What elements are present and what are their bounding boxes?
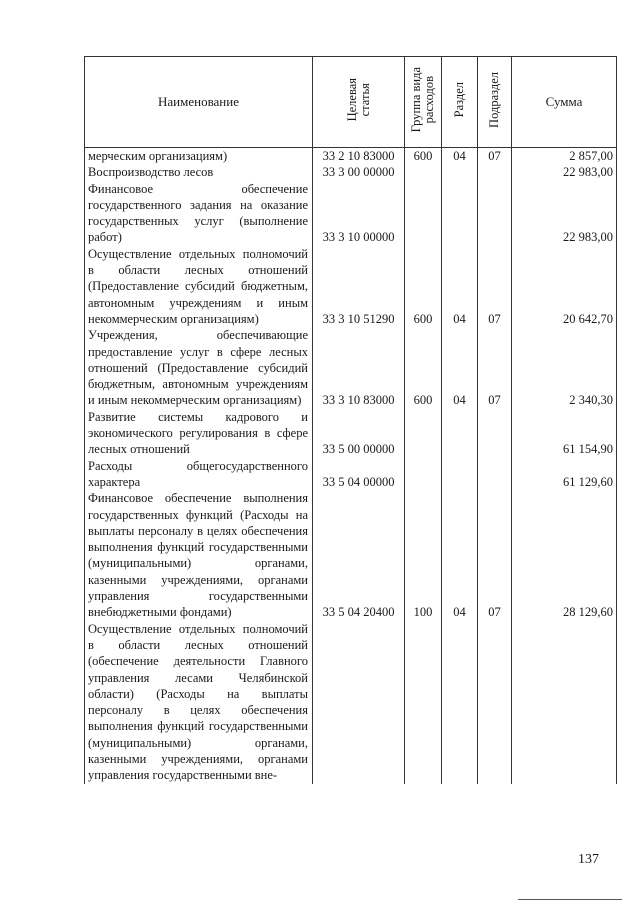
- row-name: Осуществление отдельных полномочий в области лесных отношений (обеспечение деятельности Главного управления лесами Челябинской области) (Расходы на выплаты персоналу в целях обеспечения выполнения функций государственными (муниципальными) органами, казенными учреждениями, органами управления государственными вне-: [85, 621, 313, 784]
- table-row: [85, 621, 617, 784]
- row-subsection: [478, 621, 512, 784]
- table-row: [85, 327, 617, 408]
- row-section: 04: [442, 148, 478, 165]
- table-header-row: [85, 57, 617, 148]
- header-subsection: [478, 57, 512, 148]
- header-group-line1: Группа вида: [409, 67, 423, 133]
- row-subsection: 07: [478, 327, 512, 408]
- row-target-code: 33 5 04 20400: [313, 490, 405, 620]
- row-name: Воспроизводство лесов: [85, 164, 313, 180]
- row-target-code: 33 3 10 00000: [313, 181, 405, 246]
- row-sum: 22 983,00: [512, 181, 617, 246]
- row-target-code: [313, 621, 405, 784]
- row-target-code: 33 3 10 51290: [313, 246, 405, 327]
- header-expense-group: [405, 57, 442, 148]
- row-target-code: 33 3 10 83000: [313, 327, 405, 408]
- row-section: [442, 164, 478, 180]
- row-sum: 22 983,00: [512, 164, 617, 180]
- page-number: 137: [578, 852, 599, 867]
- table-row: [85, 148, 617, 165]
- row-section: 04: [442, 246, 478, 327]
- row-sum: 2 340,30: [512, 327, 617, 408]
- row-group: 600: [405, 246, 442, 327]
- row-group: 100: [405, 490, 442, 620]
- row-group: [405, 458, 442, 491]
- row-target-code: 33 3 00 00000: [313, 164, 405, 180]
- row-group: [405, 621, 442, 784]
- row-section: [442, 621, 478, 784]
- row-subsection: [478, 181, 512, 246]
- row-group: 600: [405, 327, 442, 408]
- row-group: 600: [405, 148, 442, 165]
- row-section: 04: [442, 490, 478, 620]
- row-name: мерческим организациям): [85, 148, 313, 165]
- header-target-article: [313, 57, 405, 148]
- budget-table: [84, 56, 617, 784]
- header-group-line2: расходов: [422, 76, 436, 124]
- header-sum: Сумма: [512, 57, 617, 148]
- table-row: [85, 246, 617, 327]
- row-name: Развитие системы кадрового и экономического регулирования в сфере лесных отношений: [85, 409, 313, 458]
- row-sum: 61 154,90: [512, 409, 617, 458]
- row-section: [442, 458, 478, 491]
- table-row: [85, 164, 617, 180]
- row-group: [405, 181, 442, 246]
- header-name: Наименование: [85, 57, 313, 148]
- row-subsection: 07: [478, 246, 512, 327]
- row-sum: 20 642,70: [512, 246, 617, 327]
- row-group: [405, 409, 442, 458]
- row-name: Финансовое обеспечение выполнения государственных функций (Расходы на выплаты персоналу в целях обеспечения выполнения функций государственными (муниципальными) органами, казенными учреждениями, органами управления государственными внебюджетными фондами): [85, 490, 313, 620]
- row-subsection: 07: [478, 148, 512, 165]
- header-target-line1: Целевая: [344, 78, 359, 122]
- header-section-label: Раздел: [452, 82, 466, 118]
- row-sum: [512, 621, 617, 784]
- table-row: [85, 490, 617, 620]
- row-section: [442, 409, 478, 458]
- row-sum: 28 129,60: [512, 490, 617, 620]
- row-target-code: 33 5 00 00000: [313, 409, 405, 458]
- row-group: [405, 164, 442, 180]
- table-row: [85, 458, 617, 491]
- row-subsection: [478, 458, 512, 491]
- header-target-line2: статья: [357, 83, 372, 117]
- row-target-code: 33 2 10 83000: [313, 148, 405, 165]
- row-target-code: 33 5 04 00000: [313, 458, 405, 491]
- row-subsection: [478, 164, 512, 180]
- table-row: [85, 181, 617, 246]
- table-row: [85, 409, 617, 458]
- row-subsection: [478, 409, 512, 458]
- row-sum: 61 129,60: [512, 458, 617, 491]
- row-name: Расходы общегосударственного характера: [85, 458, 313, 491]
- row-section: 04: [442, 327, 478, 408]
- row-name: Финансовое обеспечение государственного задания на оказание государственных услуг (выполнение работ): [85, 181, 313, 246]
- row-sum: 2 857,00: [512, 148, 617, 165]
- row-subsection: 07: [478, 490, 512, 620]
- row-section: [442, 181, 478, 246]
- row-name: Осуществление отдельных полномочий в области лесных отношений (Предоставление субсидий бюджетным, автономным учреждениям и иным некоммерческим организациям): [85, 246, 313, 327]
- header-section: [442, 57, 478, 148]
- header-subsection-label: Подраздел: [487, 72, 501, 128]
- footer-rule: [518, 899, 622, 900]
- row-name: Учреждения, обеспечивающие предоставление услуг в сфере лесных отношений (Предоставление субсидий бюджетным, автономным учреждениям и иным некоммерческим организациям): [85, 327, 313, 408]
